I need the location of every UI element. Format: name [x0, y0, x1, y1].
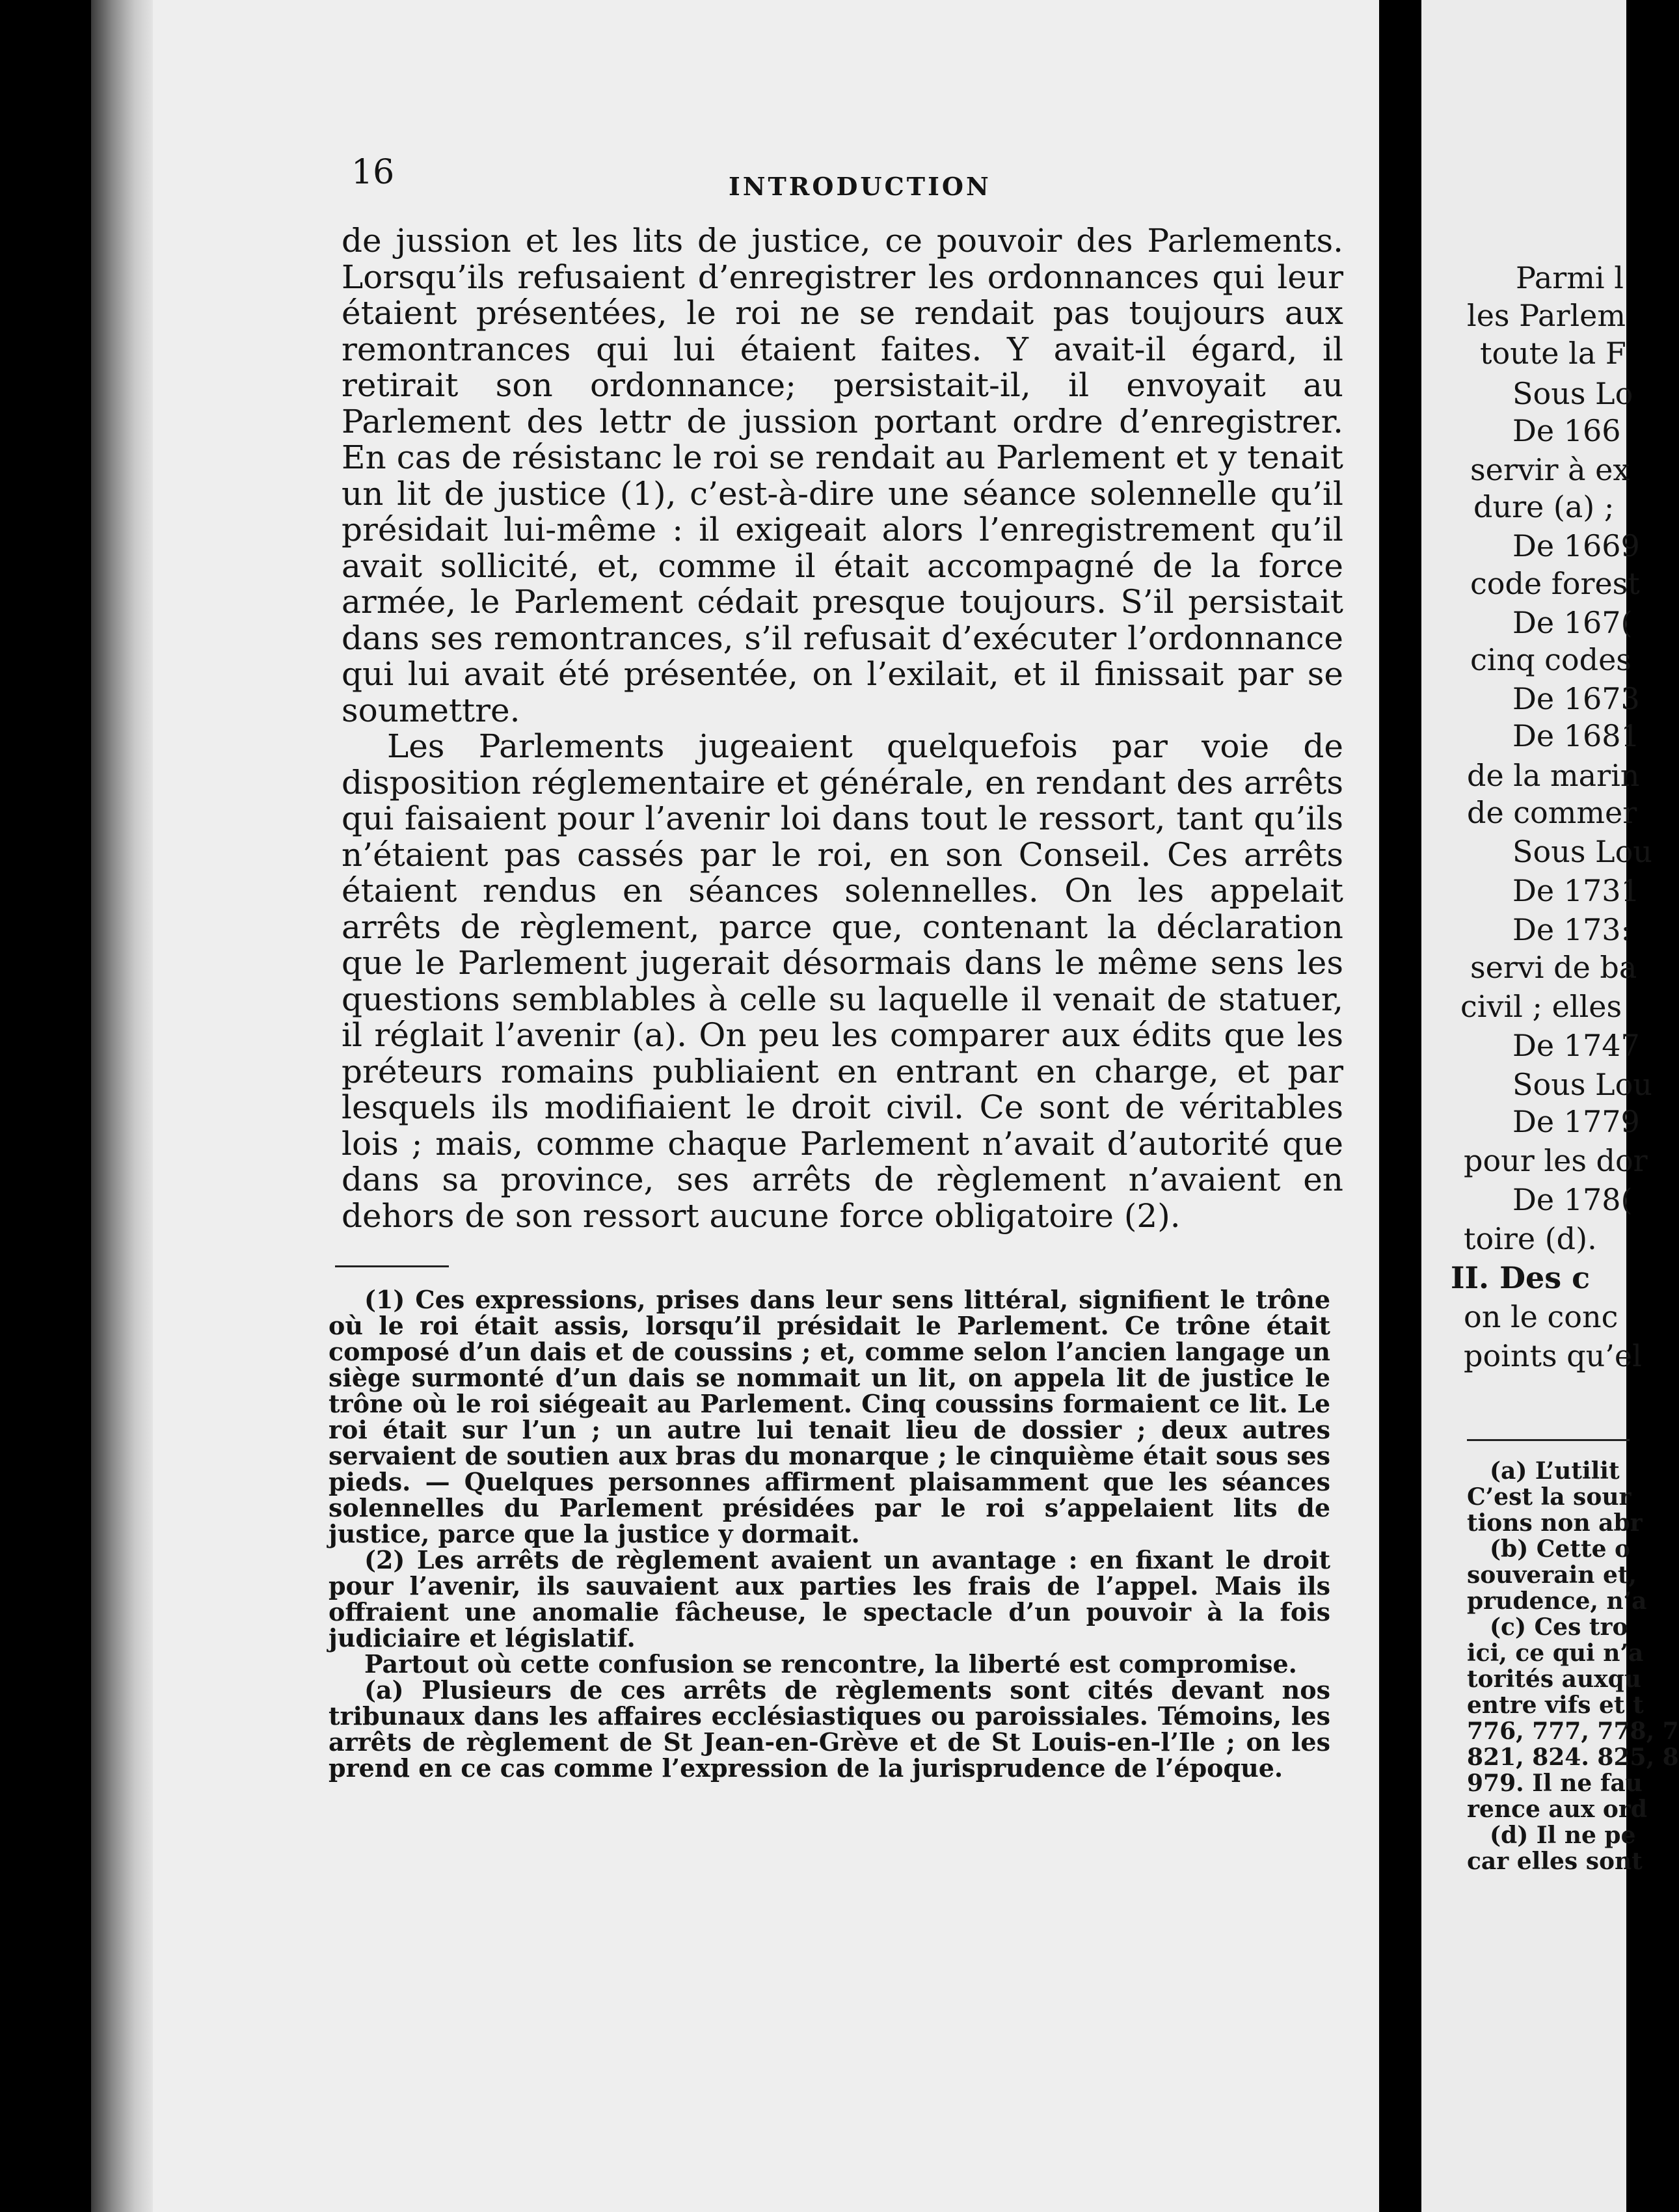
- right-page-line: Sous Lou: [1512, 1067, 1652, 1102]
- right-page-line: de la marin: [1467, 758, 1640, 793]
- right-page-note-line: (d) Il ne pe: [1490, 1822, 1636, 1849]
- right-page-note-line: ici, ce qui n’a: [1467, 1639, 1644, 1667]
- right-page-line: servi de ba: [1470, 950, 1637, 985]
- right-page-line: II. Des c: [1451, 1260, 1591, 1295]
- right-page-line: Sous Lou: [1512, 834, 1652, 869]
- right-page-note-line: rence aux ord: [1467, 1796, 1648, 1823]
- footnote-2-continued: Partout où cette confusion se rencontre, la liberté est compromise.: [364, 1649, 1297, 1679]
- page-gap: [1379, 0, 1421, 2212]
- right-page-note-line: car elles sont: [1467, 1848, 1643, 1875]
- right-page-note-line: 979. Il ne fau: [1467, 1770, 1643, 1797]
- right-page-note-line: tions non abr: [1467, 1509, 1643, 1537]
- right-page-line: de commer: [1467, 795, 1637, 830]
- page-spine-shadow: [91, 0, 153, 2212]
- right-page-note-line: prudence, n’a: [1467, 1587, 1647, 1615]
- right-page-note-line: entre vifs et t: [1467, 1692, 1644, 1719]
- right-page-note-line: (c) Ces tro: [1490, 1613, 1628, 1641]
- right-page-line: De 178(: [1512, 1182, 1633, 1217]
- right-page-line: De 1669: [1512, 528, 1640, 563]
- right-page-note-line: (a) L’utilit: [1490, 1457, 1620, 1485]
- right-page-line: code forest: [1470, 566, 1640, 601]
- footnote-1: (1) Ces expressions, prises dans leur sens littéral, signifient le trône où le roi était assis, lorsqu’il présidait le Parlement. Ce trône était composé d’un dais et de coussins ; et, comme selon l’ancien langage un siège surmonté d’un dais se nommait un lit, on appela lit de justice le trône où le roi siégeait au Parlement. Cinq coussins formaient ce lit. Le roi était sur l’un ; un autre lui tenait lieu de dossier ; deux autres servaient de soutien aux bras du monarque ; le cinquième était sous ses pieds. — Quelques personnes affirment plaisamment que les séances solennelles du Parlement présidées par le roi s’appelaient lits de justice, parce que la justice y dormait.: [329, 1285, 1330, 1548]
- page-number: 16: [351, 153, 395, 192]
- right-page-note-line: torités auxqu: [1467, 1666, 1641, 1693]
- right-page-note-line: souverain et,: [1467, 1561, 1637, 1589]
- footnote-rule: [335, 1265, 449, 1267]
- right-page-line: dure (a) ;: [1473, 489, 1615, 524]
- right-page-note-line: (b) Cette o: [1490, 1535, 1631, 1563]
- right-footnote-rule: [1467, 1439, 1630, 1441]
- right-page-line: servir à ex: [1470, 452, 1630, 487]
- right-page-line: toire (d).: [1464, 1221, 1597, 1256]
- right-page-line: De 1779: [1512, 1104, 1640, 1139]
- right-page-note-line: 821, 824. 825, 8: [1467, 1744, 1679, 1771]
- footnotes: [329, 1287, 1330, 1781]
- right-page-line: Sous Lo: [1512, 376, 1633, 411]
- right-page-line: cinq codes: [1470, 642, 1632, 677]
- right-page-line: De 166: [1512, 413, 1621, 448]
- main-text: [342, 223, 1343, 1234]
- footnote-a: (a) Plusieurs de ces arrêts de règlements sont cités devant nos tribunaux dans les affaires ecclésiastiques ou paroissiales. Témoins, les arrêts de règlement de St Jean-en-Grève et de St Louis-en-l’Ile ; on les prend en ce cas comme l’expression de la jurisprudence de l’époque.: [329, 1675, 1330, 1783]
- right-page-line: De 1731: [1512, 873, 1640, 908]
- right-page: [1421, 0, 1679, 2212]
- right-page-line: pour les dor: [1464, 1143, 1648, 1178]
- right-page-note-line: C’est la sour: [1467, 1483, 1632, 1511]
- right-page-line: les Parlem: [1467, 298, 1626, 333]
- right-page-line: De 1681: [1512, 718, 1640, 753]
- footnote-2: (2) Les arrêts de règlement avaient un avantage : en fixant le droit pour l’avenir, ils sauvaient aux parties les frais de l’appel. Mais ils offraient une anomalie fâcheuse, le spectacle d’un pouvoir à la fois judiciaire et législatif.: [329, 1545, 1330, 1652]
- right-page-line: civil ; elles: [1460, 989, 1622, 1024]
- paragraph-1: de jussion et les lits de justice, ce pouvoir des Parlements. Lorsqu’ils refusaient d’enregistrer les ordonnances qui leur étaient présentées, le roi ne se rendait pas toujours aux remontrances qui lui étaient faites. Y avait-il égard, il retirait son ordonnance; persistait-il, il envoyait au Parlement des lettr de jussion portant ordre d’enregistrer. En cas de résistanc le roi se rendait au Parlement et y tenait un lit de justice (1), c’est-à-dire une séance solennelle qu’il présidait lui-même : il exigeait alors l’enregistrement qu’il avait sollicité, et, comme il était accompagné de la force armée, le Parlement cédait presque toujours. S’il persistait dans ses remontrances, s’il refusait d’exécuter l’ordonnance qui lui avait été présentée, on l’exilait, et il finissait par se soumettre.: [342, 222, 1343, 729]
- right-page-line: points qu’el: [1464, 1338, 1642, 1373]
- right-page-line: Parmi l: [1516, 260, 1624, 295]
- right-page-line: De 167(: [1512, 605, 1633, 640]
- right-page-line: on le conc: [1464, 1299, 1619, 1334]
- right-page-line: De 173:: [1512, 912, 1632, 947]
- right-page-line: toute la F: [1480, 336, 1626, 371]
- right-page-line: De 1673: [1512, 681, 1640, 716]
- right-page-line: De 1747: [1512, 1028, 1640, 1063]
- paragraph-2: Les Parlements jugeaient quelquefois par voie de disposition réglementaire et générale, en rendant des arrêts qui faisaient pour l’avenir loi dans tout le ressort, tant qu’ils n’étaient pas cassés par le roi, en son Conseil. Ces arrêts étaient rendus en séances solennelles. On les appelait arrêts de règlement, parce que, contenant la déclaration que le Parlement jugerait désormais dans le même sens les questions semblables à celle su laquelle il venait de statuer, il réglait l’avenir (a). On peu les comparer aux édits que les préteurs romains publiaient en entrant en charge, et par lesquels ils modifiaient le droit civil. Ce sont de véritables lois ; mais, comme chaque Parlement n’avait d’autorité que dans sa province, ses arrêts de règlement n’avaient en dehors de son ressort aucune force obligatoire (2).: [342, 727, 1343, 1235]
- right-page-note-line: 776, 777, 778, 7: [1467, 1718, 1679, 1745]
- running-header: INTRODUCTION: [729, 172, 991, 201]
